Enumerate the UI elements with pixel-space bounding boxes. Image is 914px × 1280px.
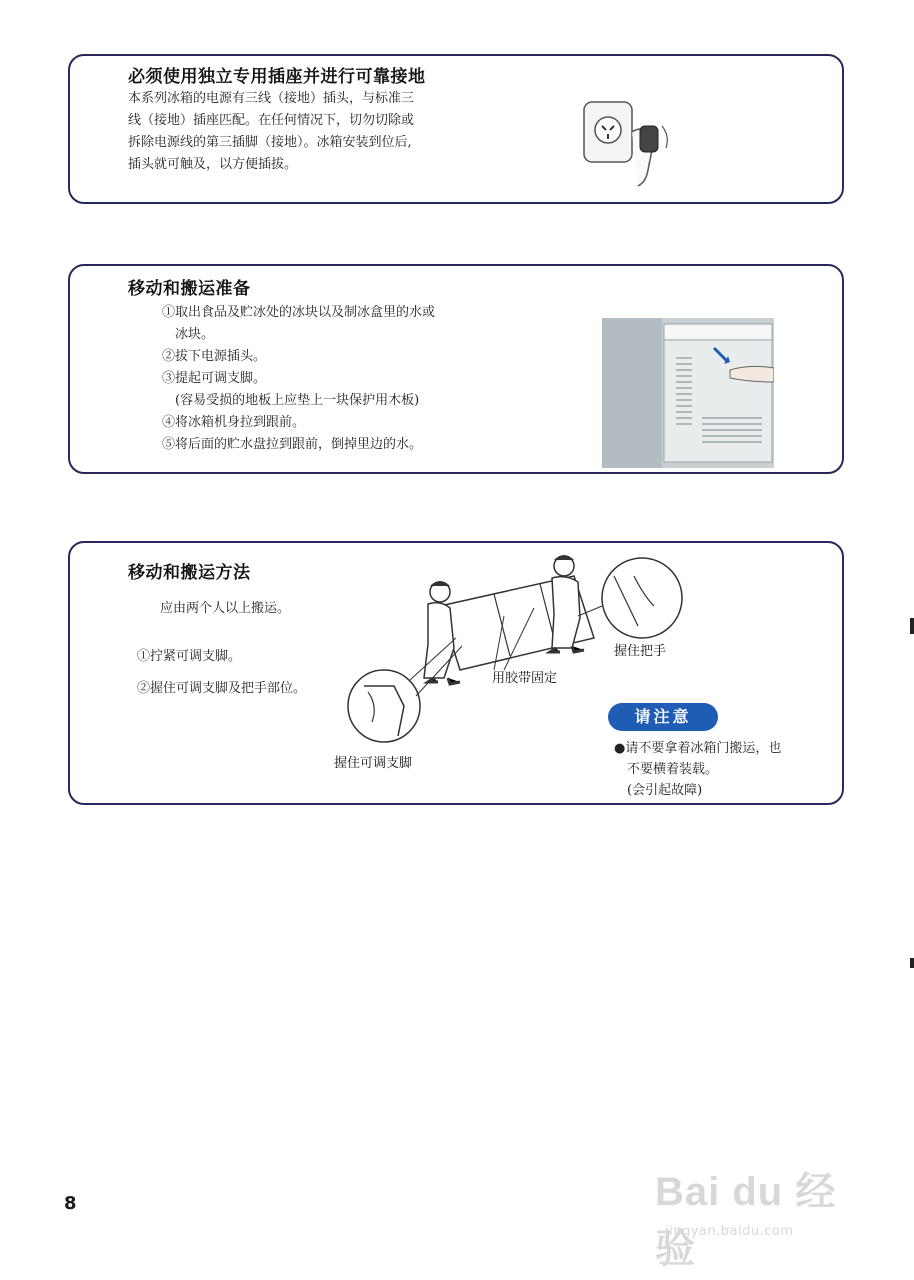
caution-line: 不要横着装载。 [614,762,719,777]
watermark-brand: Bai du 经验 [655,1170,837,1271]
step-line: ①取出食品及贮冰处的冰块以及制冰盒里的水或 [162,305,436,320]
label-grip-foot: 握住可调支脚 [334,756,413,771]
step-line: 冰块。 [162,327,215,342]
step-grip-feet: ②握住可调支脚及把手部位。 [137,681,307,696]
label-tape-fix: 用胶带固定 [492,671,558,686]
fridge-bottom-photo [602,318,774,468]
text-line: 拆除电源线的第三插脚（接地）。冰箱安装到位后, [128,135,412,150]
step-line: ④将冰箱机身拉到跟前。 [162,415,306,430]
text-line: 插头就可触及，以方便插拔。 [128,157,298,172]
page-number: 8 [64,1193,77,1214]
baidu-watermark [655,1140,865,1271]
step-line: ②拔下电源插头。 [162,349,267,364]
section-grounding-title: 必须使用独立专用插座并进行可靠接地 [128,67,426,87]
step-line: ⑤将后面的贮水盘拉到跟前，倒掉里边的水。 [162,437,423,452]
caution-badge: 请注意 [608,703,718,731]
text-line: 本系列冰箱的电源有三线（接地）插头，与标准三 [128,91,415,106]
plug-socket-illustration [570,96,690,190]
scan-edge-mark [910,958,914,968]
intro-text: 应由两个人以上搬运。 [160,601,291,616]
label-grip-handle: 握住把手 [614,644,667,659]
text-line: 线（接地）插座匹配。在任何情况下，切勿切除或 [128,113,415,128]
caution-line: ●请不要拿着冰箱门搬运，也 [614,741,782,756]
watermark-url: jingyan.baidu.com [665,1224,794,1239]
step-line: ③提起可调支脚。 [162,371,267,386]
section-move-prep-title: 移动和搬运准备 [128,279,251,299]
step-tighten-feet: ①拧紧可调支脚。 [137,649,242,664]
caution-text [614,738,781,801]
section-grounding-text [128,88,414,176]
section-move-method-title: 移动和搬运方法 [128,563,251,583]
step-line: (容易受损的地板上应垫上一块保护用木板) [162,393,420,408]
caution-line: (会引起故障) [614,783,703,798]
scan-edge-mark [910,618,914,634]
section-move-prep-steps [162,302,435,456]
